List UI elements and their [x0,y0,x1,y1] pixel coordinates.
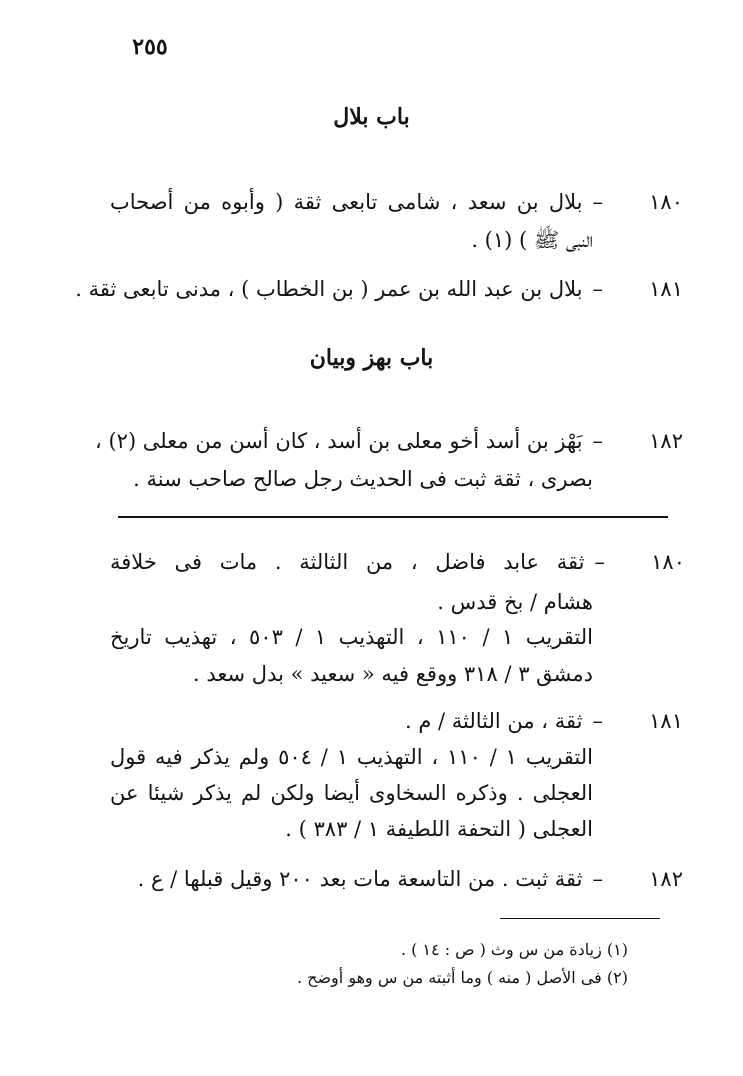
entry-number: ١٨٠ [649,190,683,214]
note-181-line-4: العجلى ( التحفة اللطيفة ١ / ٣٨٣ ) . [285,817,593,841]
entry-180-line-1 [110,185,683,219]
note-text: ثقة ثبت . من التاسعة مات بعد ٢٠٠ وقيل قبلها / ع . [137,867,583,891]
note-text: ثقة عابد فاضل ، من الثالثة . مات فى خلافة [110,550,585,574]
entry-number: ١٨٢ [649,429,683,453]
note-180-line-3: التقريب ١ / ١١٠ ، التهذيب ١ / ٥٠٣ ، تهذيب تاريخ [110,625,594,649]
entry-182-line-2: بصرى ، ثقة ثبت فى الحديث رجل صالح صاحب سنة . [133,467,593,491]
note-dash: – [592,867,603,891]
note-text: ثقة ، من الثالثة / م . [404,709,583,733]
entry-dash: – [592,429,603,453]
entry-182-line-1 [95,424,683,458]
note-181-line-3: العجلى . وذكره السخاوى أيضا ولكن لم يذكر شيئا عن [110,781,593,805]
entry-text: بلال بن سعد ، شامى تابعى ثقة ( وأبوه من أصحاب [110,190,583,214]
entry-180-line-2: النبى ﷺ ) (١) . [471,228,593,252]
note-dash: – [592,709,603,733]
note-181-line-2: التقريب ١ / ١١٠ ، التهذيب ١ / ٥٠٤ ولم يذكر فيه قول [110,745,594,769]
note-180-line-1 [110,545,685,579]
entry-text: بَهْز بن أسد أخو معلى بن أسد ، كان أسن من معلى (٢) ، [95,429,583,453]
note-180-line-4: دمشق ٣ / ٣١٨ ووقع فيه « سعيد » بدل سعد . [193,662,593,686]
page-number: ٢٥٥ [132,34,168,60]
note-180-line-2: هشام / بخ قدس . [437,590,593,614]
footnote-1: (١) زيادة من س وث ( ص : ١٤ ) . [400,940,628,959]
note-number: ١٨١ [649,709,683,733]
footnote-2: (٢) فى الأصل ( منه ) وما أثبته من س وهو أوضح . [296,968,628,987]
footnote-divider [500,918,660,919]
entry-181-line-1 [75,272,683,306]
entry-text: بلال بن عبد الله بن عمر ( بن الخطاب ) ، مدنى تابعى ثقة . [75,277,583,301]
note-181-line-1 [110,704,683,738]
section-heading-bilal: باب بلال [333,104,410,130]
notes-divider [118,516,668,518]
section-heading-bahz: باب بهز وبيان [309,345,434,371]
note-dash: – [594,550,605,574]
note-number: ١٨٠ [651,550,685,574]
entry-number: ١٨١ [649,277,683,301]
note-number: ١٨٢ [649,867,683,891]
note-182-line-1 [110,862,683,896]
entry-dash: – [592,277,603,301]
entry-dash: – [592,190,603,214]
